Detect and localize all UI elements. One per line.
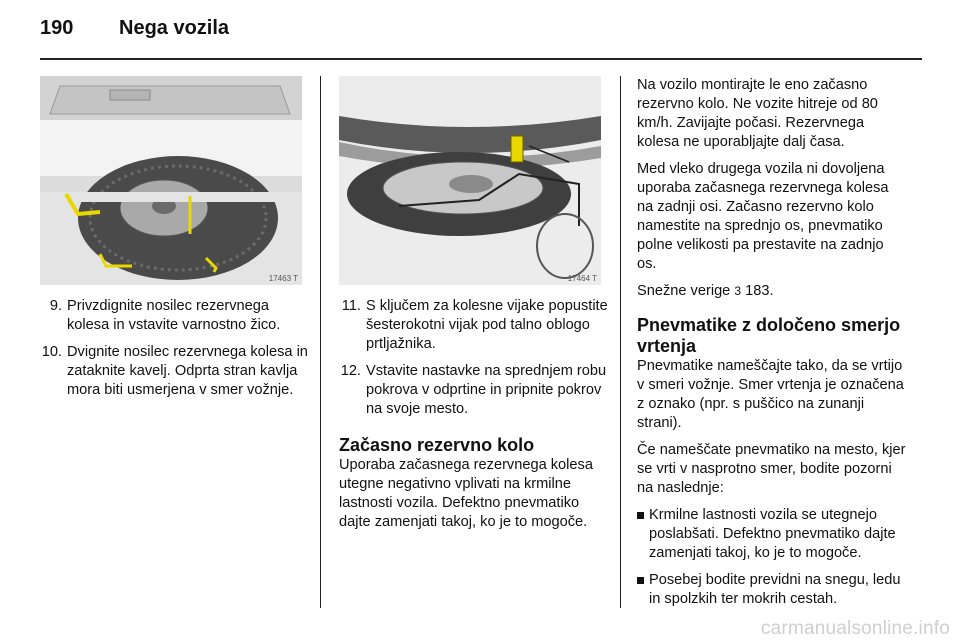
step-text: S ključem za kolesne vijake popustite šesterokotni vijak pod talno oblogo prtljažnika. [366,298,608,352]
paragraph: Med vleko drugega vozila ni dovoljena uporaba začasnega rezervnega kolesa na zadnji osi. Začasno rezervno kolo namestite na sprednjo os, pnevmatiko polne velikosti pa prestavite na zadnjo os. [637,161,889,272]
spare-wheel-carrier-illustration [40,76,302,285]
page-title: Nega vozila [119,17,230,39]
bullet-item [637,571,907,609]
step-text: Vstavite nastavke na sprednjem robu pokrova v odprtine in pripnite pokrov na svoje mesto. [366,363,607,417]
figure-code: 17464 T [567,274,597,283]
figure-code: 17463 T [268,274,298,283]
section-heading: Začasno rezervno kolo [339,435,535,455]
paragraph: Če nameščate pnevmatiko na mesto, kjer se vrti v nasprotno smer, bodite pozorni na naslednje: [637,442,906,496]
column-1 [40,297,310,408]
watermark: carmanualsonline.info [760,618,950,639]
step-11 [339,297,609,354]
step-9 [40,297,310,335]
section-heading: Pnevmatike z določeno smerjo vrtenja [637,315,901,356]
bullet-item [637,506,907,563]
step-10 [40,343,310,400]
step-number: 12. [340,363,361,379]
step-number: 10. [41,344,62,360]
step-number: 9. [49,298,62,314]
spare-wheel-under-floor-illustration [339,76,601,285]
page-number: 190 [40,17,74,39]
paragraph: Pnevmatike nameščajte tako, da se vrtijo v smeri vožnje. Smer vrtenja je označena z oznako (npr. s puščico na zunanji strani). [637,358,904,431]
bullet-square-icon [637,512,644,519]
bullet-text: Posebej bodite previdni na snegu, ledu in spolzkih ter mokrih cestah. [649,572,901,607]
reference-text: Snežne verige [637,283,731,299]
column-3 [637,76,907,617]
bullet-square-icon [637,577,644,584]
column-2 [339,297,609,540]
reference-page[interactable]: 183. [745,283,774,299]
step-number: 11. [341,298,361,314]
column-divider [320,76,321,608]
snow-chains-reference [637,282,907,301]
header-rule [40,58,922,60]
step-12 [339,362,609,419]
step-text: Privzdignite nosilec rezervnega kolesa in vstavite varnostno žico. [67,298,281,333]
bullet-text: Krmilne lastnosti vozila se utegnejo poslabšati. Defektno pnevmatiko dajte zamenjati takoj, ko je to mogoče. [649,507,896,561]
step-text: Dvignite nosilec rezervnega kolesa in zataknite kavelj. Odprta stran kavlja mora biti usmerjena v smer vožnje. [67,344,308,398]
paragraph: Na vozilo montirajte le eno začasno rezervno kolo. Ne vozite hitreje od 80 km/h. Zavijajte počasi. Rezervnega kolesa ne uporabljajte dalj časa. [637,77,878,150]
column-divider [620,76,621,608]
section-text: Uporaba začasnega rezervnega kolesa utegne negativno vplivati na krmilne lastnosti vozila. Defektno pnevmatiko dajte zamenjati takoj, ko je to mogoče. [339,457,593,530]
page-reference-arrow-icon: 3 [734,284,742,298]
